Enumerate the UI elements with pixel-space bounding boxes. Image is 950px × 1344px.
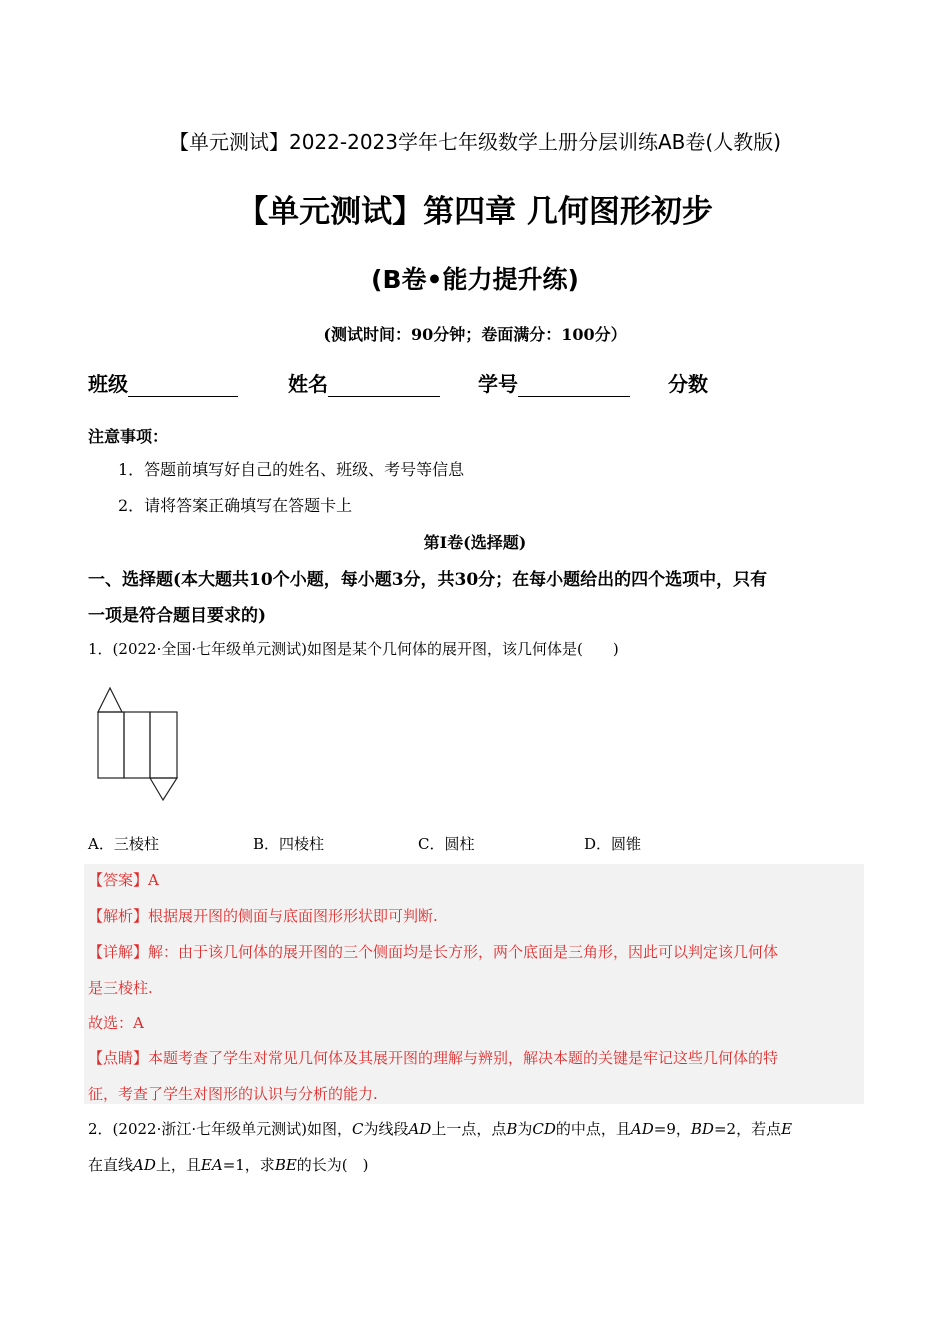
answer-line [88, 869, 862, 890]
var-be: BE [274, 1156, 297, 1174]
analysis-line [88, 905, 862, 926]
option-d[interactable]: D．圆锥 [584, 835, 642, 853]
q2-prefix: 2．(2022·浙江·七年级单元测试)如图， [88, 1120, 352, 1138]
q2-text: 为 [517, 1120, 533, 1138]
detail-line-2: 是三棱柱. [88, 979, 153, 997]
id-label: 学号 [478, 372, 518, 396]
notice-item: 2．请将答案正确填写在答题卡上 [118, 496, 353, 515]
face-rect-3 [150, 712, 177, 778]
q2-text: 为线段 [363, 1120, 409, 1138]
var-e: E [781, 1120, 793, 1138]
var-c: C [351, 1120, 364, 1138]
q2-text: 上一点，点 [431, 1120, 507, 1138]
class-blank[interactable] [128, 376, 238, 397]
analysis-text: 根据展开图的侧面与底面图形形状即可判断. [148, 907, 438, 925]
q2-text: =9， [653, 1120, 691, 1138]
score-field [668, 368, 708, 397]
notice-title: 注意事项： [88, 427, 169, 446]
choice-line: 故选：A [88, 1014, 144, 1032]
detail-tag: 【详解】 [88, 943, 149, 961]
name-field [288, 368, 440, 397]
class-label: 班级 [88, 372, 128, 396]
q2-text: =2，若点 [713, 1120, 782, 1138]
option-b[interactable]: B．四棱柱 [253, 835, 325, 853]
var-ea: EA [200, 1156, 223, 1174]
test-info: (测试时间：90分钟；卷面满分：100分） [323, 325, 627, 344]
q2-text: 的长为( ) [296, 1156, 369, 1174]
face-rect-1 [98, 712, 124, 778]
face-rect-2 [124, 712, 150, 778]
part-title: 第Ⅰ卷(选择题) [423, 533, 527, 552]
score-label: 分数 [668, 372, 708, 396]
name-label: 姓名 [288, 372, 328, 396]
q2-text: 在直线 [88, 1156, 134, 1174]
subtitle: (B卷•能力提升练) [371, 265, 579, 294]
answer-value: A [148, 871, 159, 889]
comment-text: 本题考查了学生对常见几何体及其展开图的理解与辨别，解决本题的关键是牢记这些几何体的特 [148, 1049, 779, 1067]
comment-tag: 【点睛】 [88, 1049, 149, 1067]
question-2-line-2 [88, 1154, 868, 1175]
option-a[interactable]: A．三棱柱 [88, 835, 159, 853]
prism-net-figure [92, 684, 184, 804]
var-ad: AD [133, 1156, 156, 1174]
section-heading-line2: 一项是符合题目要求的) [88, 606, 267, 626]
analysis-tag: 【解析】 [88, 907, 149, 925]
var-b: B [506, 1120, 518, 1138]
comment-line-2: 征，考查了学生对图形的认识与分析的能力. [88, 1085, 378, 1103]
question-1-text: 1．(2022·全国·七年级单元测试)如图是某个几何体的展开图，该几何体是( ) [88, 640, 619, 658]
var-ad: AD [408, 1120, 432, 1138]
var-ad: AD [630, 1120, 654, 1138]
question-2-line-1 [88, 1118, 868, 1139]
q2-text: 上，且 [155, 1156, 201, 1174]
comment-line-1 [88, 1047, 862, 1068]
detail-line-1 [88, 941, 862, 962]
id-blank[interactable] [518, 376, 630, 397]
bottom-triangle [150, 778, 177, 800]
var-cd: CD [532, 1120, 556, 1138]
top-triangle [98, 688, 122, 712]
detail-text: 解：由于该几何体的展开图的三个侧面均是长方形，两个底面是三角形，因此可以判定该几何体 [148, 943, 779, 961]
section-heading-line1: 一、选择题(本大题共10个小题，每小题3分，共30分；在每小题给出的四个选项中，只有 [88, 570, 768, 590]
id-field [478, 368, 630, 397]
notice-item: 1．答题前填写好自己的姓名、班级、考号等信息 [118, 460, 465, 479]
class-field [88, 368, 238, 397]
q2-text: 的中点，且 [555, 1120, 631, 1138]
var-bd: BD [690, 1120, 714, 1138]
option-c[interactable]: C．圆柱 [418, 835, 475, 853]
series-title: 【单元测试】2022-2023学年七年级数学上册分层训练AB卷(人教版) [168, 130, 782, 154]
name-blank[interactable] [328, 376, 440, 397]
page-title: 【单元测试】第四章 几何图形初步 [237, 194, 713, 230]
answer-tag: 【答案】 [88, 871, 149, 889]
q2-text: =1，求 [222, 1156, 275, 1174]
